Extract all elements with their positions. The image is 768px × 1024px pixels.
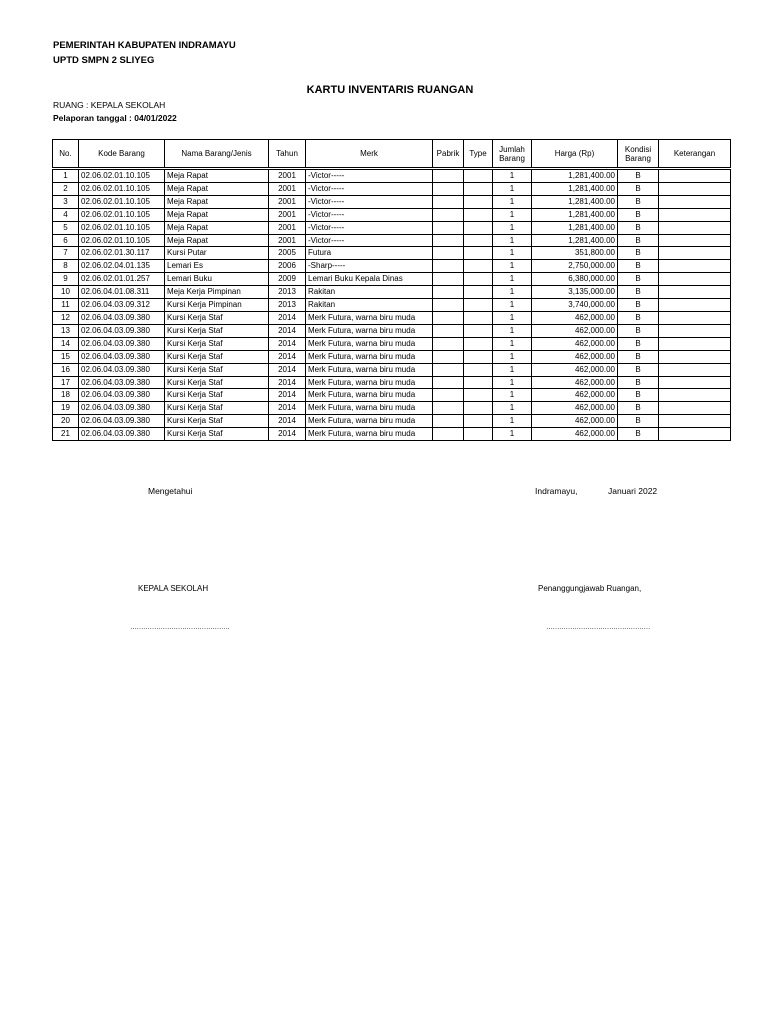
cell-kode: 02.06.04.03.09.380 bbox=[79, 337, 165, 350]
col-header-tahun: Tahun bbox=[269, 140, 306, 169]
cell-kondisi: B bbox=[618, 389, 659, 402]
cell-harga: 462,000.00 bbox=[532, 363, 618, 376]
cell-no: 3 bbox=[53, 195, 79, 208]
cell-pabrik bbox=[433, 415, 464, 428]
cell-type bbox=[464, 182, 493, 195]
cell-jumlah: 1 bbox=[493, 208, 532, 221]
signing-city: Indramayu, bbox=[535, 486, 578, 496]
cell-jumlah: 1 bbox=[493, 428, 532, 441]
cell-tahun: 2001 bbox=[269, 234, 306, 247]
cell-tahun: 2009 bbox=[269, 273, 306, 286]
cell-no: 9 bbox=[53, 273, 79, 286]
cell-no: 16 bbox=[53, 363, 79, 376]
cell-nama: Kursi Putar bbox=[165, 247, 269, 260]
cell-jumlah: 1 bbox=[493, 247, 532, 260]
cell-kondisi: B bbox=[618, 311, 659, 324]
cell-no: 1 bbox=[53, 169, 79, 183]
cell-no: 7 bbox=[53, 247, 79, 260]
cell-nama: Lemari Es bbox=[165, 260, 269, 273]
cell-type bbox=[464, 402, 493, 415]
cell-kondisi: B bbox=[618, 299, 659, 312]
table-row bbox=[53, 299, 731, 312]
cell-kode: 02.06.04.01.08.311 bbox=[79, 286, 165, 299]
cell-harga: 462,000.00 bbox=[532, 415, 618, 428]
cell-pabrik bbox=[433, 363, 464, 376]
cell-nama: Meja Rapat bbox=[165, 234, 269, 247]
table-row bbox=[53, 337, 731, 350]
cell-jumlah: 1 bbox=[493, 363, 532, 376]
cell-jumlah: 1 bbox=[493, 260, 532, 273]
cell-jumlah: 1 bbox=[493, 415, 532, 428]
cell-merk: -Victor----- bbox=[306, 169, 433, 183]
cell-merk: Merk Futura, warna biru muda bbox=[306, 389, 433, 402]
cell-harga: 1,281,400.00 bbox=[532, 208, 618, 221]
cell-harga: 462,000.00 bbox=[532, 402, 618, 415]
cell-pabrik bbox=[433, 311, 464, 324]
cell-kode: 02.06.04.03.09.380 bbox=[79, 311, 165, 324]
col-header-pabrik: Pabrik bbox=[433, 140, 464, 169]
cell-harga: 462,000.00 bbox=[532, 389, 618, 402]
cell-tahun: 2006 bbox=[269, 260, 306, 273]
cell-jumlah: 1 bbox=[493, 324, 532, 337]
cell-kode: 02.06.04.03.09.380 bbox=[79, 389, 165, 402]
table-row bbox=[53, 286, 731, 299]
cell-pabrik bbox=[433, 221, 464, 234]
cell-tahun: 2001 bbox=[269, 195, 306, 208]
cell-harga: 1,281,400.00 bbox=[532, 234, 618, 247]
cell-nama: Kursi Kerja Staf bbox=[165, 415, 269, 428]
cell-kondisi: B bbox=[618, 169, 659, 183]
cell-tahun: 2014 bbox=[269, 428, 306, 441]
col-header-merk: Merk bbox=[306, 140, 433, 169]
cell-kondisi: B bbox=[618, 247, 659, 260]
table-row bbox=[53, 182, 731, 195]
cell-kode: 02.06.02.01.10.105 bbox=[79, 208, 165, 221]
cell-keterangan bbox=[659, 402, 731, 415]
cell-harga: 462,000.00 bbox=[532, 428, 618, 441]
acknowledged-label: Mengetahui bbox=[148, 486, 193, 496]
cell-no: 6 bbox=[53, 234, 79, 247]
cell-no: 14 bbox=[53, 337, 79, 350]
cell-kode: 02.06.04.03.09.380 bbox=[79, 402, 165, 415]
cell-tahun: 2013 bbox=[269, 299, 306, 312]
cell-keterangan bbox=[659, 350, 731, 363]
cell-kondisi: B bbox=[618, 415, 659, 428]
cell-kondisi: B bbox=[618, 363, 659, 376]
cell-kondisi: B bbox=[618, 182, 659, 195]
cell-type bbox=[464, 350, 493, 363]
cell-keterangan bbox=[659, 195, 731, 208]
cell-tahun: 2001 bbox=[269, 182, 306, 195]
document-title: KARTU INVENTARIS RUANGAN bbox=[306, 84, 474, 96]
cell-kode: 02.06.02.01.10.105 bbox=[79, 195, 165, 208]
cell-tahun: 2001 bbox=[269, 221, 306, 234]
cell-type bbox=[464, 324, 493, 337]
cell-merk: Lemari Buku Kepala Dinas bbox=[306, 273, 433, 286]
cell-tahun: 2005 bbox=[269, 247, 306, 260]
cell-type bbox=[464, 415, 493, 428]
table-row bbox=[53, 260, 731, 273]
cell-no: 18 bbox=[53, 389, 79, 402]
cell-pabrik bbox=[433, 286, 464, 299]
cell-keterangan bbox=[659, 234, 731, 247]
cell-harga: 1,281,400.00 bbox=[532, 195, 618, 208]
cell-harga: 6,380,000.00 bbox=[532, 273, 618, 286]
cell-pabrik bbox=[433, 260, 464, 273]
table-row bbox=[53, 169, 731, 183]
cell-kode: 02.06.04.03.09.380 bbox=[79, 324, 165, 337]
cell-no: 8 bbox=[53, 260, 79, 273]
cell-pabrik bbox=[433, 195, 464, 208]
cell-keterangan bbox=[659, 311, 731, 324]
cell-merk: Merk Futura, warna biru muda bbox=[306, 337, 433, 350]
cell-tahun: 2014 bbox=[269, 363, 306, 376]
cell-pabrik bbox=[433, 208, 464, 221]
cell-keterangan bbox=[659, 376, 731, 389]
room-officer-role: Penanggungjawab Ruangan, bbox=[538, 584, 642, 593]
cell-jumlah: 1 bbox=[493, 273, 532, 286]
col-header-jumlah: Jumlah Barang bbox=[493, 140, 532, 169]
cell-kondisi: B bbox=[618, 208, 659, 221]
header-school: UPTD SMPN 2 SLIYEG bbox=[53, 55, 155, 66]
cell-merk: -Victor----- bbox=[306, 221, 433, 234]
cell-harga: 462,000.00 bbox=[532, 350, 618, 363]
cell-type bbox=[464, 208, 493, 221]
cell-harga: 1,281,400.00 bbox=[532, 182, 618, 195]
table-row bbox=[53, 415, 731, 428]
cell-type bbox=[464, 260, 493, 273]
cell-jumlah: 1 bbox=[493, 402, 532, 415]
cell-kode: 02.06.04.03.09.380 bbox=[79, 415, 165, 428]
col-header-nama: Nama Barang/Jenis bbox=[165, 140, 269, 169]
cell-tahun: 2001 bbox=[269, 169, 306, 183]
cell-keterangan bbox=[659, 260, 731, 273]
cell-nama: Meja Rapat bbox=[165, 182, 269, 195]
cell-keterangan bbox=[659, 286, 731, 299]
cell-merk: Merk Futura, warna biru muda bbox=[306, 415, 433, 428]
cell-nama: Meja Rapat bbox=[165, 169, 269, 183]
cell-harga: 3,740,000.00 bbox=[532, 299, 618, 312]
cell-tahun: 2014 bbox=[269, 350, 306, 363]
table-row bbox=[53, 428, 731, 441]
cell-pabrik bbox=[433, 324, 464, 337]
table-row bbox=[53, 273, 731, 286]
cell-merk: Rakitan bbox=[306, 299, 433, 312]
table-row bbox=[53, 247, 731, 260]
cell-jumlah: 1 bbox=[493, 389, 532, 402]
cell-keterangan bbox=[659, 221, 731, 234]
inventory-table bbox=[52, 139, 731, 441]
cell-merk: Merk Futura, warna biru muda bbox=[306, 311, 433, 324]
room-label: RUANG : KEPALA SEKOLAH bbox=[53, 100, 166, 110]
table-row bbox=[53, 324, 731, 337]
cell-kondisi: B bbox=[618, 234, 659, 247]
table-header-row bbox=[53, 140, 731, 169]
col-header-keterangan: Keterangan bbox=[659, 140, 731, 169]
cell-jumlah: 1 bbox=[493, 311, 532, 324]
cell-no: 13 bbox=[53, 324, 79, 337]
cell-type bbox=[464, 311, 493, 324]
cell-no: 5 bbox=[53, 221, 79, 234]
principal-role: KEPALA SEKOLAH bbox=[138, 584, 209, 593]
cell-pabrik bbox=[433, 402, 464, 415]
cell-tahun: 2001 bbox=[269, 208, 306, 221]
cell-jumlah: 1 bbox=[493, 299, 532, 312]
cell-kode: 02.06.02.01.10.105 bbox=[79, 234, 165, 247]
principal-signature-line: ………………………………………. bbox=[130, 624, 229, 631]
cell-no: 11 bbox=[53, 299, 79, 312]
table-row bbox=[53, 350, 731, 363]
cell-jumlah: 1 bbox=[493, 337, 532, 350]
cell-type bbox=[464, 299, 493, 312]
cell-keterangan bbox=[659, 428, 731, 441]
cell-keterangan bbox=[659, 208, 731, 221]
cell-pabrik bbox=[433, 247, 464, 260]
cell-keterangan bbox=[659, 324, 731, 337]
cell-keterangan bbox=[659, 169, 731, 183]
cell-merk: Merk Futura, warna biru muda bbox=[306, 376, 433, 389]
table-row bbox=[53, 402, 731, 415]
cell-pabrik bbox=[433, 337, 464, 350]
cell-no: 19 bbox=[53, 402, 79, 415]
cell-kondisi: B bbox=[618, 273, 659, 286]
col-header-kode: Kode Barang bbox=[79, 140, 165, 169]
cell-type bbox=[464, 389, 493, 402]
cell-no: 4 bbox=[53, 208, 79, 221]
cell-harga: 462,000.00 bbox=[532, 337, 618, 350]
cell-tahun: 2014 bbox=[269, 389, 306, 402]
cell-keterangan bbox=[659, 337, 731, 350]
cell-kode: 02.06.02.01.10.105 bbox=[79, 169, 165, 183]
cell-no: 12 bbox=[53, 311, 79, 324]
cell-no: 10 bbox=[53, 286, 79, 299]
cell-pabrik bbox=[433, 234, 464, 247]
report-date: Pelaporan tanggal : 04/01/2022 bbox=[53, 113, 177, 123]
col-header-kondisi: Kondisi Barang bbox=[618, 140, 659, 169]
cell-kode: 02.06.04.03.09.380 bbox=[79, 350, 165, 363]
cell-harga: 462,000.00 bbox=[532, 324, 618, 337]
cell-merk: Rakitan bbox=[306, 286, 433, 299]
cell-tahun: 2014 bbox=[269, 337, 306, 350]
cell-kode: 02.06.02.01.10.105 bbox=[79, 221, 165, 234]
cell-kondisi: B bbox=[618, 350, 659, 363]
cell-nama: Kursi Kerja Staf bbox=[165, 402, 269, 415]
cell-jumlah: 1 bbox=[493, 234, 532, 247]
cell-harga: 462,000.00 bbox=[532, 311, 618, 324]
cell-tahun: 2014 bbox=[269, 402, 306, 415]
cell-no: 17 bbox=[53, 376, 79, 389]
cell-nama: Kursi Kerja Staf bbox=[165, 389, 269, 402]
cell-nama: Kursi Kerja Staf bbox=[165, 324, 269, 337]
cell-kode: 02.06.04.03.09.312 bbox=[79, 299, 165, 312]
cell-nama: Meja Rapat bbox=[165, 208, 269, 221]
header-government: PEMERINTAH KABUPATEN INDRAMAYU bbox=[53, 40, 236, 51]
cell-kondisi: B bbox=[618, 402, 659, 415]
cell-kode: 02.06.02.01.01.257 bbox=[79, 273, 165, 286]
cell-kondisi: B bbox=[618, 376, 659, 389]
cell-tahun: 2014 bbox=[269, 324, 306, 337]
cell-type bbox=[464, 234, 493, 247]
table-row bbox=[53, 363, 731, 376]
table-row bbox=[53, 195, 731, 208]
cell-jumlah: 1 bbox=[493, 286, 532, 299]
cell-jumlah: 1 bbox=[493, 350, 532, 363]
cell-nama: Kursi Kerja Staf bbox=[165, 337, 269, 350]
cell-merk: Merk Futura, warna biru muda bbox=[306, 428, 433, 441]
cell-kondisi: B bbox=[618, 195, 659, 208]
cell-keterangan bbox=[659, 389, 731, 402]
cell-type bbox=[464, 428, 493, 441]
cell-harga: 351,800.00 bbox=[532, 247, 618, 260]
cell-jumlah: 1 bbox=[493, 221, 532, 234]
cell-jumlah: 1 bbox=[493, 195, 532, 208]
cell-kode: 02.06.02.01.10.105 bbox=[79, 182, 165, 195]
cell-type bbox=[464, 337, 493, 350]
cell-merk: -Victor----- bbox=[306, 182, 433, 195]
cell-pabrik bbox=[433, 350, 464, 363]
col-header-harga: Harga (Rp) bbox=[532, 140, 618, 169]
table-row bbox=[53, 234, 731, 247]
cell-harga: 462,000.00 bbox=[532, 376, 618, 389]
cell-nama: Kursi Kerja Staf bbox=[165, 311, 269, 324]
cell-type bbox=[464, 363, 493, 376]
cell-no: 21 bbox=[53, 428, 79, 441]
cell-type bbox=[464, 221, 493, 234]
cell-kode: 02.06.04.03.09.380 bbox=[79, 376, 165, 389]
cell-merk: Merk Futura, warna biru muda bbox=[306, 324, 433, 337]
table-row bbox=[53, 311, 731, 324]
cell-kode: 02.06.02.04.01.135 bbox=[79, 260, 165, 273]
cell-no: 2 bbox=[53, 182, 79, 195]
table-row bbox=[53, 208, 731, 221]
cell-nama: Kursi Kerja Staf bbox=[165, 350, 269, 363]
cell-nama: Kursi Kerja Pimpinan bbox=[165, 299, 269, 312]
cell-type bbox=[464, 286, 493, 299]
col-header-no: No. bbox=[53, 140, 79, 169]
cell-nama: Kursi Kerja Staf bbox=[165, 376, 269, 389]
cell-kondisi: B bbox=[618, 221, 659, 234]
cell-jumlah: 1 bbox=[493, 376, 532, 389]
cell-kondisi: B bbox=[618, 324, 659, 337]
cell-merk: Merk Futura, warna biru muda bbox=[306, 350, 433, 363]
cell-type bbox=[464, 195, 493, 208]
cell-keterangan bbox=[659, 247, 731, 260]
cell-nama: Kursi Kerja Staf bbox=[165, 428, 269, 441]
cell-kode: 02.06.04.03.09.380 bbox=[79, 363, 165, 376]
cell-merk: -Victor----- bbox=[306, 208, 433, 221]
cell-kondisi: B bbox=[618, 428, 659, 441]
cell-nama: Lemari Buku bbox=[165, 273, 269, 286]
cell-pabrik bbox=[433, 182, 464, 195]
cell-kode: 02.06.02.01.30.117 bbox=[79, 247, 165, 260]
officer-signature-line: ………………………………………… bbox=[546, 624, 650, 631]
cell-pabrik bbox=[433, 273, 464, 286]
cell-merk: -Victor----- bbox=[306, 234, 433, 247]
cell-merk: Merk Futura, warna biru muda bbox=[306, 402, 433, 415]
cell-kondisi: B bbox=[618, 337, 659, 350]
cell-harga: 1,281,400.00 bbox=[532, 221, 618, 234]
table-row bbox=[53, 221, 731, 234]
cell-keterangan bbox=[659, 363, 731, 376]
cell-harga: 1,281,400.00 bbox=[532, 169, 618, 183]
table-row bbox=[53, 389, 731, 402]
cell-pabrik bbox=[433, 428, 464, 441]
cell-keterangan bbox=[659, 415, 731, 428]
col-header-type: Type bbox=[464, 140, 493, 169]
cell-pabrik bbox=[433, 376, 464, 389]
cell-harga: 3,135,000.00 bbox=[532, 286, 618, 299]
cell-keterangan bbox=[659, 273, 731, 286]
cell-merk: -Sharp----- bbox=[306, 260, 433, 273]
cell-nama: Kursi Kerja Staf bbox=[165, 363, 269, 376]
cell-merk: -Victor----- bbox=[306, 195, 433, 208]
cell-pabrik bbox=[433, 389, 464, 402]
cell-tahun: 2014 bbox=[269, 376, 306, 389]
cell-type bbox=[464, 376, 493, 389]
cell-keterangan bbox=[659, 299, 731, 312]
cell-no: 15 bbox=[53, 350, 79, 363]
cell-jumlah: 1 bbox=[493, 182, 532, 195]
cell-type bbox=[464, 273, 493, 286]
cell-tahun: 2014 bbox=[269, 311, 306, 324]
cell-pabrik bbox=[433, 299, 464, 312]
cell-jumlah: 1 bbox=[493, 169, 532, 183]
cell-nama: Meja Kerja Pimpinan bbox=[165, 286, 269, 299]
cell-type bbox=[464, 247, 493, 260]
cell-kode: 02.06.04.03.09.380 bbox=[79, 428, 165, 441]
cell-merk: Merk Futura, warna biru muda bbox=[306, 363, 433, 376]
cell-type bbox=[464, 169, 493, 183]
table-row bbox=[53, 376, 731, 389]
cell-keterangan bbox=[659, 182, 731, 195]
cell-nama: Meja Rapat bbox=[165, 221, 269, 234]
cell-tahun: 2014 bbox=[269, 415, 306, 428]
cell-kondisi: B bbox=[618, 286, 659, 299]
cell-pabrik bbox=[433, 169, 464, 183]
cell-tahun: 2013 bbox=[269, 286, 306, 299]
cell-nama: Meja Rapat bbox=[165, 195, 269, 208]
cell-no: 20 bbox=[53, 415, 79, 428]
cell-kondisi: B bbox=[618, 260, 659, 273]
cell-merk: Futura bbox=[306, 247, 433, 260]
cell-harga: 2,750,000.00 bbox=[532, 260, 618, 273]
signing-date: Januari 2022 bbox=[608, 486, 658, 496]
